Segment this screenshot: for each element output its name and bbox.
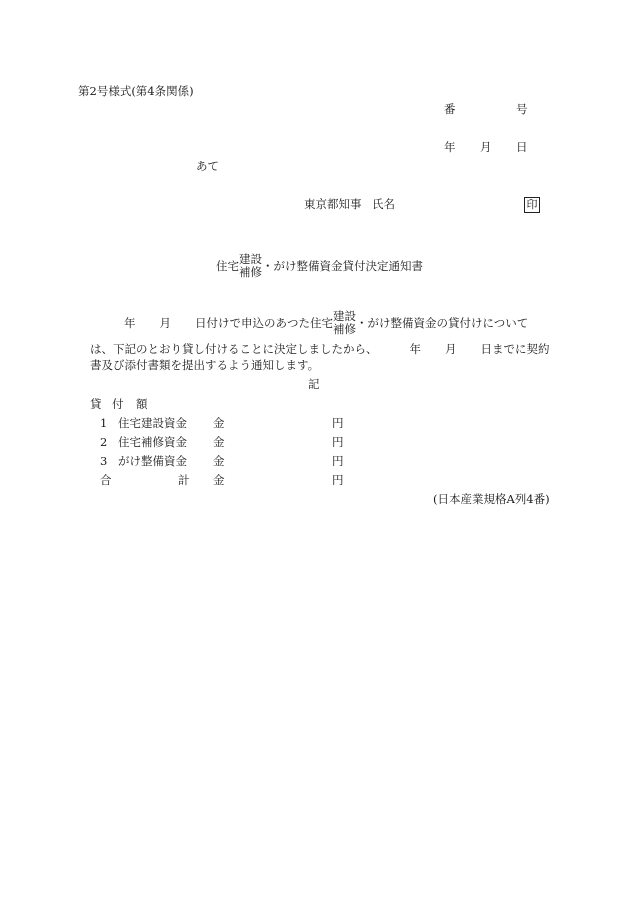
loan-row-kin: 金 [213,435,225,449]
number-ban: 番 [444,102,456,116]
title-stack-top: 建設 [239,252,262,266]
title-suffix: ・がけ整備資金貸付決定通知書 [262,258,423,273]
loan-row-yen: 円 [332,454,344,468]
body-month: 月 [159,315,171,330]
body-stack-bottom: 補修 [333,321,356,336]
loan-row-num: 3 [100,454,108,468]
body-line2-text-a: は、下記のとおり貸し付けることに決定しましたから、 [90,342,378,356]
footer-standard: (日本産業規格A列4番) [433,492,550,506]
seal-stamp [524,197,540,213]
loan-row-num: 2 [100,435,108,449]
sender-name-label: 氏名 [372,197,395,211]
title-stack-bottom: 補修 [239,264,262,279]
body-text-b: ・がけ整備資金の貸付けについて [356,315,529,330]
seal-text: 印 [526,198,538,211]
addressee: あて [196,159,219,173]
ki-marker: 記 [308,377,320,391]
body-line-1 [124,310,528,336]
date-month: 月 [480,140,492,154]
loan-total-label-a: 合 [100,473,112,487]
title-prefix: 住宅 [216,258,239,273]
date-year: 年 [444,140,456,154]
loan-heading-1: 貸 [90,397,102,411]
body-text-a: 日付けで申込のあつた住宅 [195,315,333,330]
number-go: 号 [516,102,528,116]
body-line2-year: 年 [409,342,421,356]
body-stack [333,310,356,336]
loan-row-yen: 円 [332,416,344,430]
body-line-2 [90,341,550,357]
body-line2-text-b: 日までに契約 [480,342,550,356]
title-stack [239,253,262,279]
loan-total-kin: 金 [213,473,225,487]
loan-row-label: がけ整備資金 [118,454,187,468]
body-stack-top: 建設 [333,309,356,323]
loan-row-label: 住宅建設資金 [118,416,187,430]
body-year: 年 [124,315,136,330]
body-line2-month: 月 [445,342,457,356]
loan-heading-2: 付 [112,397,124,411]
loan-total-yen: 円 [332,473,344,487]
loan-row-yen: 円 [332,435,344,449]
loan-total-label-b: 計 [178,473,190,487]
sender-title: 東京都知事 [304,197,362,211]
body-line-3: 書及び添付書類を提出するよう通知します。 [90,358,320,372]
loan-row-label: 住宅補修資金 [118,435,187,449]
form-label: 第2号様式(第4条関係) [78,84,194,98]
loan-heading-3: 額 [136,397,148,411]
loan-row-kin: 金 [213,454,225,468]
loan-row-num: 1 [100,416,108,430]
loan-row-kin: 金 [213,416,225,430]
document-title [216,253,423,279]
date-day: 日 [516,140,528,154]
